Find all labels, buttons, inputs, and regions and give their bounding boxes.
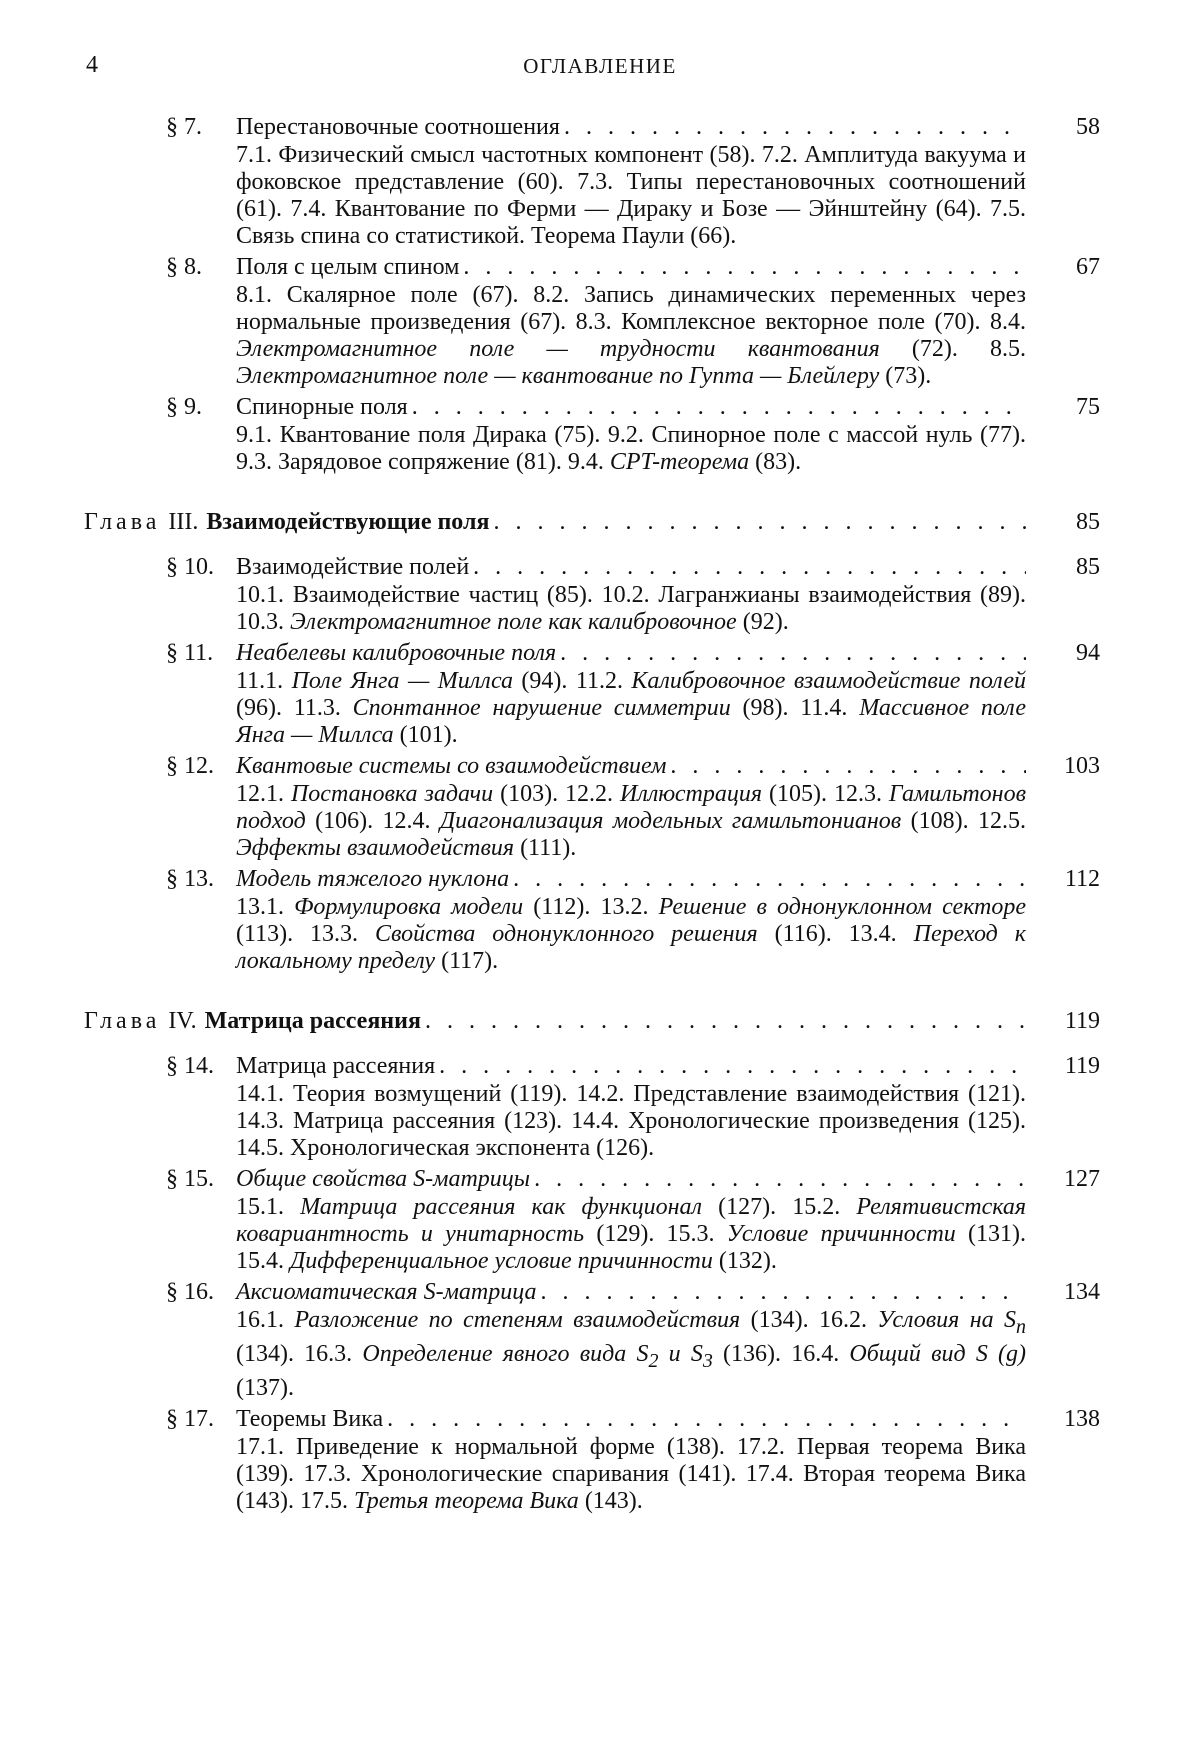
section-number: § 14. bbox=[166, 1053, 214, 1079]
section-page-ref[interactable]: 75 bbox=[1076, 394, 1100, 420]
section-page-ref[interactable]: 103 bbox=[1064, 753, 1100, 779]
section-number: § 13. bbox=[166, 866, 214, 892]
dot-leader bbox=[463, 252, 1026, 282]
subsection-text: Эффекты взаимодействия bbox=[236, 835, 515, 861]
section-number: § 12. bbox=[166, 753, 214, 779]
subsection-text: CPT-теорема bbox=[609, 449, 750, 475]
subsection-list bbox=[236, 142, 1026, 250]
section-title-wrap bbox=[236, 1164, 1026, 1194]
subsection-text: Определение явного вида S bbox=[362, 1340, 649, 1367]
section-title-wrap bbox=[236, 1051, 1026, 1081]
section-title-wrap bbox=[236, 751, 1026, 781]
subsection-text: Постановка задачи bbox=[290, 781, 494, 807]
section-number: § 17. bbox=[166, 1405, 214, 1432]
chapter-number: IV. bbox=[168, 1008, 197, 1034]
subsection-text: 12.1. bbox=[236, 781, 291, 807]
dot-leader bbox=[473, 552, 1026, 582]
subsection-text: Релятивистская ковариантность и унитарность bbox=[236, 1194, 1026, 1247]
section-page-ref[interactable]: 94 bbox=[1076, 640, 1100, 666]
section-line bbox=[166, 252, 1100, 282]
toc-section bbox=[166, 1164, 1100, 1275]
section-line bbox=[166, 112, 1100, 142]
running-title: ОГЛАВЛЕНИЕ bbox=[523, 54, 677, 78]
section-title-wrap bbox=[236, 638, 1026, 668]
subsection-text: (137). bbox=[236, 1374, 294, 1401]
chapter-line bbox=[84, 506, 1026, 538]
subsection-list bbox=[236, 1434, 1026, 1515]
subsection-text: (83). bbox=[749, 449, 802, 475]
subsection-text: Третья теорема Вика bbox=[353, 1487, 579, 1514]
subsection-text: (105). 12.3. bbox=[762, 781, 889, 807]
section-title-wrap bbox=[236, 864, 1026, 894]
section-page-ref[interactable]: 134 bbox=[1064, 1279, 1100, 1305]
subsection-text: Дифференциальное условие причинности bbox=[290, 1248, 713, 1274]
section-page-ref[interactable]: 119 bbox=[1064, 1053, 1100, 1079]
subsection-text: (98). 11.4. bbox=[730, 695, 860, 721]
subsection-text: Электромагнитное поле — трудности квантования bbox=[236, 336, 880, 362]
section-number: § 10. bbox=[166, 554, 214, 580]
section-title-wrap bbox=[236, 112, 1026, 142]
section-page-ref[interactable]: 127 bbox=[1064, 1166, 1100, 1192]
subsection-text: (132). bbox=[712, 1248, 777, 1274]
section-title-wrap bbox=[236, 1277, 1026, 1307]
section-title-wrap bbox=[236, 552, 1026, 582]
section-title[interactable]: Взаимодействие полей bbox=[236, 554, 470, 580]
section-title[interactable]: Неабелевы калибровочные поля bbox=[236, 640, 557, 666]
page-number: 4 bbox=[86, 52, 98, 78]
dot-leader bbox=[670, 751, 1026, 781]
subsection-text: (92). bbox=[736, 609, 789, 635]
subsection-text: (96). 11.3. bbox=[236, 695, 353, 721]
dot-leader bbox=[412, 392, 1026, 422]
subsection-text: Решение в однонуклонном секторе bbox=[658, 894, 1026, 920]
subsection-text: Условие причинности bbox=[726, 1221, 956, 1247]
page-header bbox=[0, 52, 1200, 82]
section-line bbox=[166, 552, 1100, 582]
toc-section bbox=[166, 1404, 1100, 1515]
section-title[interactable]: Поля с целым спином bbox=[236, 254, 460, 280]
subsection-text: 7.1. Физический смысл частотных компонент (58). 7.2. Амплитуда вакуума и фоковское представление (60). 7.3. Типы перестановочных соотношений (61). 7.4. Квантование по Ферми — Дираку и Бозе — Эйнштейну (64). 7.5. Связь спина со статистикой. Теорема Паули (66). bbox=[236, 142, 1026, 249]
toc-section bbox=[166, 751, 1100, 862]
subsection-text: (134). 16.3. bbox=[236, 1340, 363, 1367]
section-title[interactable]: Перестановочные соотношения bbox=[236, 114, 560, 140]
table-of-contents bbox=[0, 112, 1200, 1517]
chapter-line bbox=[84, 1005, 1026, 1037]
section-line bbox=[166, 1164, 1100, 1194]
subsection-list bbox=[236, 668, 1026, 749]
toc-section bbox=[166, 392, 1100, 476]
dot-leader bbox=[493, 506, 1026, 538]
subsection-text: 10.1. Взаимодействие частиц (85). 10.2. Лагранжианы взаимодействия (89). 10.3. bbox=[236, 582, 1026, 635]
toc-section bbox=[166, 864, 1100, 975]
dot-leader bbox=[387, 1404, 1026, 1434]
section-line bbox=[166, 1051, 1100, 1081]
chapter-title[interactable]: Матрица рассеяния bbox=[204, 1008, 421, 1034]
subsection-text: Диагонализация модельных гамильтонианов bbox=[439, 808, 902, 834]
subsection-text: (113). 13.3. bbox=[236, 921, 375, 947]
subsection-text: Массивное поле Янга — Миллса bbox=[236, 695, 1027, 748]
subsection-text: (73). bbox=[879, 363, 932, 389]
subsection-text: 14.1. Теория возмущений (119). 14.2. Представление взаимодействия (121). 14.3. Матрица рассеяния (123). 14.4. Хронологические произведения (125). 14.5. Хронологическая экспонента (126). bbox=[236, 1081, 1026, 1161]
subsection-text: Спонтанное нарушение симметрии bbox=[352, 695, 731, 721]
subsection-list bbox=[236, 1194, 1026, 1275]
subsection-list bbox=[236, 781, 1026, 862]
dot-leader bbox=[513, 864, 1026, 894]
subsection-text: 17.1. Приведение к нормальной форме (138). 17.2. Первая теорема Вика (139). 17.3. Хронологические спаривания (141). 17.4. Вторая теорема Вика (143). 17.5. bbox=[236, 1433, 1026, 1514]
subsection-text: (131). 15.4. bbox=[236, 1221, 1027, 1274]
chapter-title[interactable]: Взаимодействующие поля bbox=[206, 509, 490, 535]
subsection-text: 16.1. bbox=[236, 1307, 295, 1333]
section-title-wrap bbox=[236, 1404, 1026, 1434]
subsection-text: (116). 13.4. bbox=[757, 921, 914, 947]
chapter-heading bbox=[84, 1005, 1100, 1037]
section-line bbox=[166, 751, 1100, 781]
subsection-text: (108). 12.5. bbox=[901, 808, 1027, 834]
subsection-list bbox=[236, 582, 1026, 636]
subsection-text: (136). 16.4. bbox=[712, 1340, 850, 1367]
section-title[interactable]: Общие свойства S-матрицы bbox=[236, 1166, 531, 1192]
section-page-ref[interactable]: 112 bbox=[1064, 866, 1100, 892]
section-number: § 9. bbox=[166, 394, 202, 420]
section-page-ref[interactable]: 58 bbox=[1076, 114, 1100, 140]
subsection-text: Переход к локальному пределу bbox=[236, 921, 1027, 974]
subsection-text: Свойства однонуклонного решения bbox=[375, 921, 758, 947]
section-line bbox=[166, 392, 1100, 422]
section-title[interactable]: Спинорные поля bbox=[236, 394, 408, 420]
subsection-text: Разложение по степеням взаимодействия bbox=[294, 1307, 741, 1333]
subsection-text: (103). 12.2. bbox=[493, 781, 621, 807]
subsection-text: 8.1. Скалярное поле (67). 8.2. Запись динамических переменных через нормальные произведения (67). 8.3. Комплексное векторное поле (70). 8.4. bbox=[236, 282, 1026, 335]
section-title[interactable]: Аксиоматическая S-матрица bbox=[236, 1279, 537, 1305]
section-title-wrap bbox=[236, 392, 1026, 422]
subsection-text: 3 bbox=[702, 1349, 713, 1372]
section-title-wrap bbox=[236, 252, 1026, 282]
subsection-text: Электромагнитное поле — квантование по Гупта — Блейлеру bbox=[236, 363, 880, 389]
subsection-list bbox=[236, 422, 1026, 476]
chapter-number: III. bbox=[168, 509, 199, 535]
toc-section bbox=[166, 638, 1100, 749]
subsection-text: Общий вид S (g) bbox=[849, 1340, 1027, 1367]
dot-leader bbox=[541, 1277, 1026, 1307]
subsection-text: Калибровочное взаимодействие полей bbox=[631, 668, 1027, 694]
subsection-text: Иллюстрация bbox=[620, 781, 763, 807]
subsection-list bbox=[236, 1081, 1026, 1162]
section-title[interactable]: Модель тяжелого нуклона bbox=[236, 866, 510, 892]
toc-section bbox=[166, 1051, 1100, 1162]
subsection-list bbox=[236, 1307, 1026, 1402]
chapter-page-ref[interactable]: 85 bbox=[1076, 509, 1100, 535]
section-page-ref[interactable]: 67 bbox=[1076, 254, 1100, 280]
section-line bbox=[166, 638, 1100, 668]
toc-section bbox=[166, 1277, 1100, 1402]
subsection-text: Формулировка модели bbox=[294, 894, 524, 920]
section-number: § 16. bbox=[166, 1279, 214, 1305]
subsection-text: (127). 15.2. bbox=[701, 1194, 857, 1220]
subsection-text: 11.1. bbox=[236, 668, 292, 694]
toc-section bbox=[166, 112, 1100, 250]
dot-leader bbox=[534, 1164, 1026, 1194]
subsection-text: Гамильтонов подход bbox=[236, 781, 1027, 834]
section-page-ref[interactable]: 85 bbox=[1076, 554, 1100, 580]
subsection-text: n bbox=[1016, 1315, 1027, 1338]
section-line bbox=[166, 864, 1100, 894]
subsection-list bbox=[236, 894, 1026, 975]
subsection-text: 9.1. Квантование поля Дирака (75). 9.2. Спинорное поле с массой нуль (77). 9.3. Зарядовое сопряжение (81). 9.4. bbox=[236, 422, 1026, 475]
subsection-text: 13.1. bbox=[236, 894, 295, 920]
subsection-text: 15.1. bbox=[236, 1194, 301, 1220]
subsection-text: Электромагнитное поле как калибровочное bbox=[290, 609, 737, 635]
section-number: § 8. bbox=[166, 254, 202, 280]
chapter-label: Глава bbox=[84, 1008, 161, 1034]
section-number: § 7. bbox=[166, 114, 202, 140]
section-number: § 11. bbox=[166, 640, 214, 666]
subsection-text: Поле Янга — Миллса bbox=[291, 668, 513, 694]
subsection-list bbox=[236, 282, 1026, 390]
toc-section bbox=[166, 552, 1100, 636]
subsection-text: (112). 13.2. bbox=[523, 894, 659, 920]
dot-leader bbox=[425, 1005, 1026, 1037]
subsection-text: Условия на S bbox=[877, 1307, 1017, 1333]
subsection-text: (111). bbox=[514, 835, 577, 861]
section-title[interactable]: Теоремы Вика bbox=[236, 1405, 384, 1432]
chapter-heading bbox=[84, 506, 1100, 538]
subsection-text: (101). bbox=[393, 722, 458, 748]
subsection-text: (106). 12.4. bbox=[305, 808, 440, 834]
chapter-label: Глава bbox=[84, 509, 161, 535]
subsection-text: (143). bbox=[578, 1487, 643, 1514]
subsection-text: и S bbox=[658, 1340, 703, 1367]
subsection-text: (94). 11.2. bbox=[512, 668, 632, 694]
subsection-text: Матрица рассеяния как функционал bbox=[300, 1194, 702, 1220]
section-title[interactable]: Квантовые системы со взаимодействием bbox=[236, 753, 667, 779]
chapter-page-ref[interactable]: 119 bbox=[1064, 1008, 1100, 1034]
dot-leader bbox=[564, 112, 1026, 142]
dot-leader bbox=[439, 1051, 1026, 1081]
subsection-text: (129). 15.3. bbox=[584, 1221, 727, 1247]
section-title[interactable]: Матрица рассеяния bbox=[236, 1053, 436, 1079]
section-number: § 15. bbox=[166, 1166, 214, 1192]
toc-section bbox=[166, 252, 1100, 390]
section-line bbox=[166, 1404, 1100, 1434]
dot-leader bbox=[560, 638, 1026, 668]
subsection-text: (117). bbox=[435, 948, 499, 974]
subsection-text: 2 bbox=[648, 1349, 659, 1372]
section-line bbox=[166, 1277, 1100, 1307]
subsection-text: (134). 16.2. bbox=[740, 1307, 878, 1333]
section-page-ref[interactable]: 138 bbox=[1064, 1405, 1100, 1432]
subsection-text: (72). 8.5. bbox=[879, 336, 1026, 362]
